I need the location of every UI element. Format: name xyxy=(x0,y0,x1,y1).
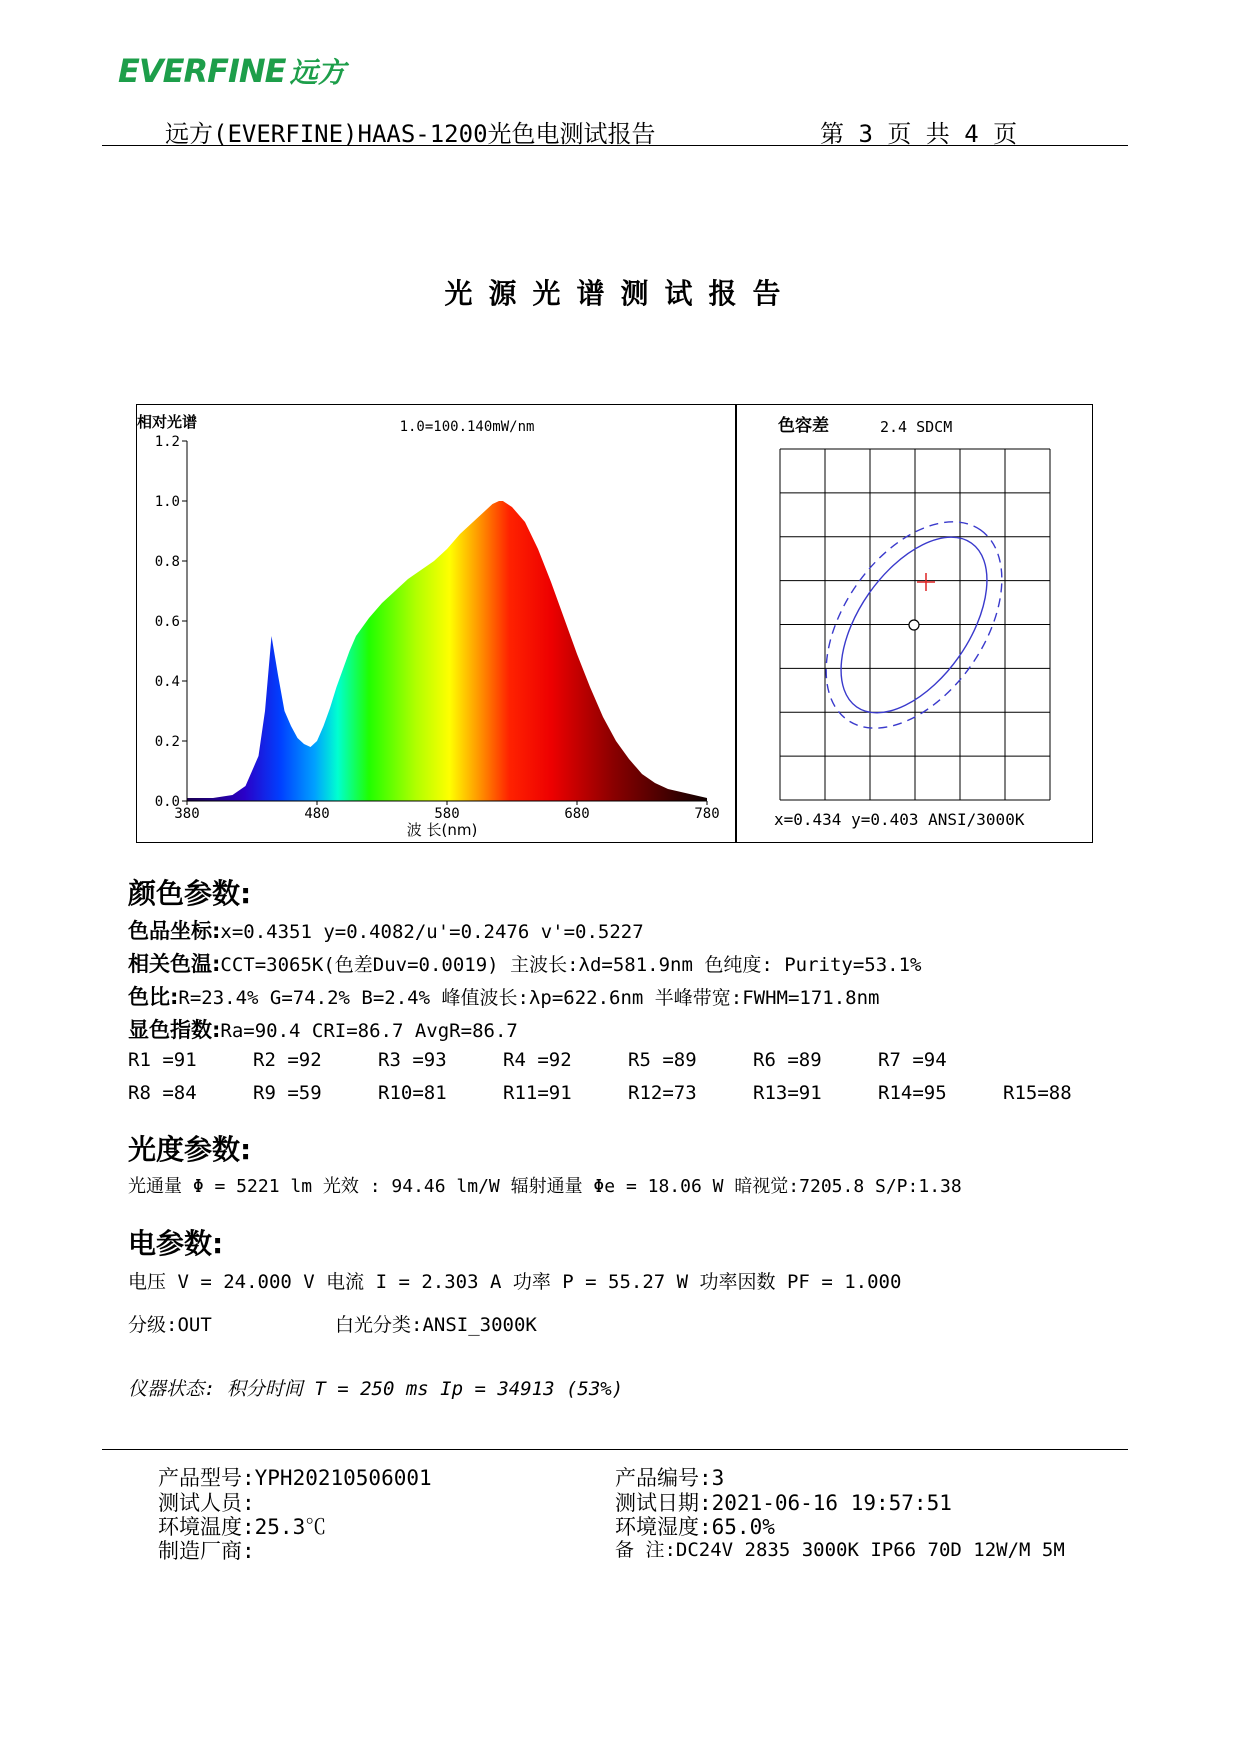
r8-value: R8 =84 xyxy=(128,1082,197,1104)
cct-label: 相关色温: xyxy=(128,952,221,976)
y-tick-label: 1.0 xyxy=(154,494,180,510)
y-tick-label: 0.6 xyxy=(154,614,180,630)
cri-label: 显色指数: xyxy=(128,1018,221,1042)
spectrum-panel xyxy=(136,404,737,843)
chromaticity-coords: x=0.434 y=0.403 ANSI/3000K xyxy=(774,810,1025,829)
elec-params-line: 电压 V = 24.000 V 电流 I = 2.303 A 功率 P = 55.27 W 功率因数 PF = 1.000 xyxy=(128,1271,902,1293)
x-tick-label: 780 xyxy=(694,806,720,822)
elec-params-heading: 电参数: xyxy=(128,1227,224,1260)
y-tick-label: 0.4 xyxy=(154,674,180,690)
manufacturer: 制造厂商: xyxy=(158,1539,255,1563)
header-rule xyxy=(102,145,1128,146)
r7-value: R7 =94 xyxy=(878,1049,947,1071)
spectrum-chart xyxy=(137,405,735,841)
instrument-status: 仪器状态: 积分时间 T = 250 ms Ip = 34913 (53%) xyxy=(128,1378,624,1400)
tester: 测试人员: xyxy=(158,1491,255,1515)
product-serial: 产品编号:3 xyxy=(615,1466,725,1490)
product-model: 产品型号:YPH20210506001 xyxy=(158,1466,432,1490)
tolerance-label: 色容差 xyxy=(778,416,829,436)
spectrum-area xyxy=(187,501,707,801)
ambient-humidity: 环境湿度:65.0% xyxy=(615,1515,775,1539)
photo-params-line: 光通量 Φ = 5221 lm 光效 : 94.46 lm/W 辐射通量 Φe = 18.06 W 暗视觉:7205.8 S/P:1.38 xyxy=(128,1176,962,1197)
spectrum-ylabel: 相对光谱 xyxy=(137,413,198,431)
r1-value: R1 =91 xyxy=(128,1049,197,1071)
chromaticity-coordinates-value: x=0.4351 y=0.4082/u'=0.2476 v'=0.5227 xyxy=(220,921,644,943)
color-ratio-value: R=23.4% G=74.2% B=2.4% 峰值波长:λp=622.6nm 半峰带宽:FWHM=171.8nm xyxy=(178,987,880,1009)
color-ratio-line xyxy=(128,981,879,1011)
sdcm-value: 2.4 SDCM xyxy=(880,418,953,436)
y-ticks xyxy=(155,434,187,810)
x-tick-label: 380 xyxy=(174,806,200,822)
r12-value: R12=73 xyxy=(628,1082,697,1104)
cri-value: Ra=90.4 CRI=86.7 AvgR=86.7 xyxy=(220,1020,518,1042)
photo-params-heading: 光度参数: xyxy=(128,1133,252,1166)
r3-value: R3 =93 xyxy=(378,1049,447,1071)
r4-value: R4 =92 xyxy=(503,1049,572,1071)
r9-value: R9 =59 xyxy=(253,1082,322,1104)
ambient-temperature: 环境温度:25.3℃ xyxy=(158,1515,327,1539)
white-class-value: 白光分类:ANSI_3000K xyxy=(335,1314,537,1336)
x-tick-label: 480 xyxy=(304,806,330,822)
r2-value: R2 =92 xyxy=(253,1049,322,1071)
remark: 备 注:DC24V 2835 3000K IP66 70D 12W/M 5M xyxy=(615,1539,1065,1561)
chromaticity-panel xyxy=(735,404,1093,843)
r13-value: R13=91 xyxy=(753,1082,822,1104)
chromaticity-chart xyxy=(736,405,1091,841)
page-title: 光源光谱测试报告 xyxy=(444,277,797,310)
spectrum-scale-label: 1.0=100.140mW/nm xyxy=(399,419,535,435)
x-tick-label: 580 xyxy=(434,806,460,822)
center-point xyxy=(909,620,919,630)
r5-value: R5 =89 xyxy=(628,1049,697,1071)
color-params-heading: 颜色参数: xyxy=(128,877,252,910)
r6-value: R6 =89 xyxy=(753,1049,822,1071)
color-ratio-label: 色比: xyxy=(128,985,179,1009)
chromaticity-coordinates-label: 色品坐标: xyxy=(128,919,221,943)
spectrum-xlabel: 波 长(nm) xyxy=(406,821,478,839)
y-tick-label: 0.0 xyxy=(154,794,180,810)
r14-value: R14=95 xyxy=(878,1082,947,1104)
grade-value: 分级:OUT xyxy=(128,1314,212,1336)
cct-value: CCT=3065K(色差Duv=0.0019) 主波长:λd=581.9nm 色纯度: Purity=53.1% xyxy=(220,954,922,976)
x-ticks xyxy=(174,801,719,822)
x-tick-label: 680 xyxy=(564,806,590,822)
measured-point-marker xyxy=(917,573,935,591)
cri-line xyxy=(128,1014,518,1044)
chromaticity-coordinates-line xyxy=(128,915,644,945)
logo-text: EVERFINE xyxy=(118,52,286,90)
page-number: 第 3 页 共 4 页 xyxy=(820,120,1018,148)
r15-value: R15=88 xyxy=(1003,1082,1072,1104)
r10-value: R10=81 xyxy=(378,1082,447,1104)
y-tick-label: 0.2 xyxy=(154,734,180,750)
y-tick-label: 1.2 xyxy=(154,434,180,450)
everfine-logo xyxy=(118,48,346,94)
footer-rule xyxy=(102,1449,1128,1450)
r11-value: R11=91 xyxy=(503,1082,572,1104)
test-date: 测试日期:2021-06-16 19:57:51 xyxy=(615,1491,952,1515)
report-title: 远方(EVERFINE)HAAS-1200光色电测试报告 xyxy=(165,120,656,148)
cct-line xyxy=(128,948,921,978)
y-tick-label: 0.8 xyxy=(154,554,180,570)
logo-cn-text: 远方 xyxy=(289,56,346,89)
